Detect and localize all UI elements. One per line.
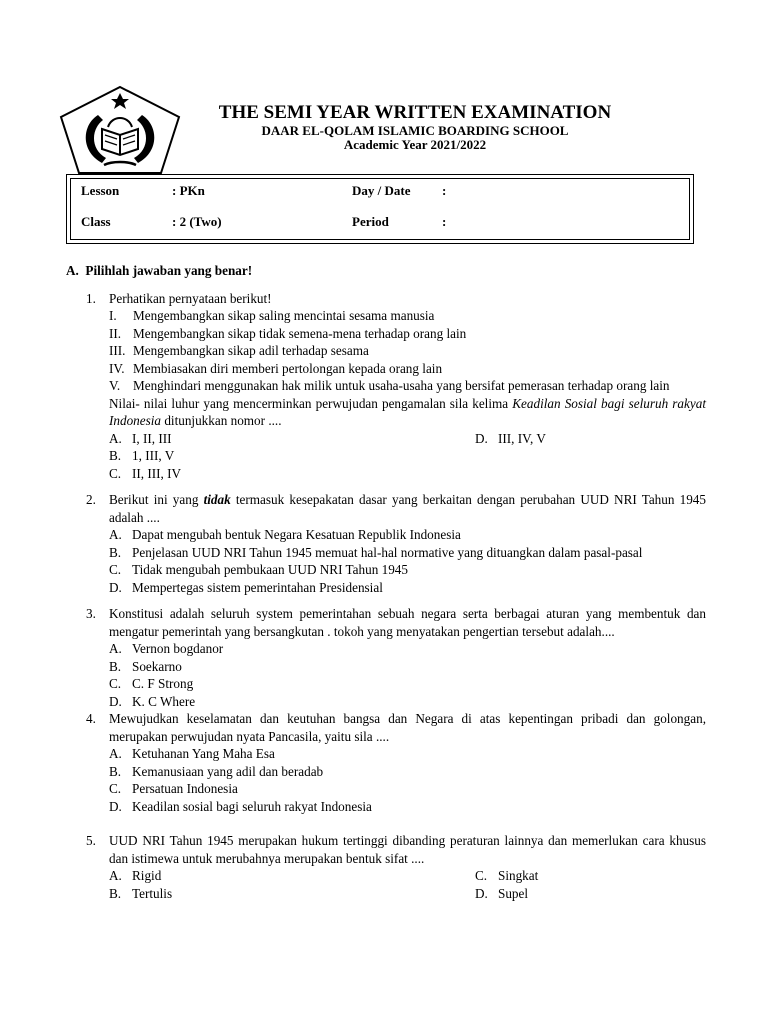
stem-text: Berikut ini yang bbox=[109, 492, 204, 507]
option-label: B. bbox=[109, 885, 122, 901]
statement-text: Mengembangkan sikap saling mencintai sesama manusia bbox=[133, 308, 435, 323]
day-date-label: Day / Date bbox=[352, 183, 411, 198]
option-text: C. F Strong bbox=[132, 676, 194, 691]
stem-text: ditunjukkan nomor .... bbox=[161, 413, 282, 428]
option-text: Singkat bbox=[498, 868, 539, 883]
option-text: Tidak mengubah pembukaan UUD NRI Tahun 1945 bbox=[132, 562, 408, 577]
section-label: A. bbox=[66, 263, 79, 278]
option-label: D. bbox=[109, 798, 122, 814]
option-label: A. bbox=[109, 746, 122, 761]
academic-year: Academic Year 2021/2022 bbox=[343, 137, 487, 152]
answer-option[interactable] bbox=[109, 561, 706, 579]
answer-option[interactable] bbox=[109, 675, 706, 693]
option-text: Penjelasan UUD NRI Tahun 1945 memuat hal-hal normative yang dituangkan dalam pasal-pasal bbox=[132, 544, 643, 560]
option-label: A. bbox=[109, 430, 122, 446]
option-text: Mempertegas sistem pemerintahan Presidensial bbox=[132, 579, 383, 595]
exam-title: THE SEMI YEAR WRITTEN EXAMINATION bbox=[218, 102, 612, 123]
option-label: C. bbox=[475, 868, 488, 883]
answer-option[interactable] bbox=[109, 430, 475, 448]
answer-option[interactable] bbox=[109, 447, 706, 465]
statement-item bbox=[109, 342, 706, 360]
question-2 bbox=[66, 491, 706, 596]
option-text: Kemanusiaan yang adil dan beradab bbox=[132, 763, 324, 779]
answer-option[interactable] bbox=[475, 867, 706, 885]
option-label: D. bbox=[109, 693, 122, 709]
answer-option[interactable] bbox=[475, 430, 706, 448]
statement-item bbox=[109, 325, 706, 343]
question-stem: Konstitusi adalah seluruh system pemerintahan sebuah negara serta berbagai aturan yang membentuk dan mengatur pemerintah yang bersangkutan . tokoh yang menyatakan pengertian tersebut adalah.... bbox=[109, 606, 706, 639]
class-value: : 2 (Two) bbox=[172, 214, 222, 229]
statement-text: Mengembangkan sikap tidak semena-mena terhadap orang lain bbox=[133, 325, 467, 341]
option-label: A. bbox=[109, 641, 122, 656]
option-text: K. C Where bbox=[132, 693, 196, 709]
answer-option[interactable] bbox=[109, 867, 475, 885]
option-text: Dapat mengubah bentuk Negara Kesatuan Republik Indonesia bbox=[132, 527, 461, 542]
exam-info-box bbox=[66, 174, 694, 244]
option-label: B. bbox=[109, 448, 122, 463]
statement-text: Menghindari menggunakan hak milik untuk usaha-usaha yang bersifat pemerasan terhadap orang lain bbox=[133, 378, 670, 393]
day-date-value: : bbox=[442, 183, 447, 198]
statement-label: I. bbox=[109, 308, 117, 323]
answer-option[interactable] bbox=[109, 579, 706, 597]
option-text: 1, III, V bbox=[132, 448, 175, 463]
statement-item bbox=[109, 377, 706, 395]
question-4 bbox=[66, 710, 706, 815]
section-title: Pilihlah jawaban yang benar! bbox=[85, 263, 253, 278]
answer-option[interactable] bbox=[109, 544, 706, 562]
option-label: B. bbox=[109, 763, 122, 779]
option-text: Vernon bogdanor bbox=[132, 641, 224, 656]
option-row bbox=[109, 867, 706, 885]
question-number: 5. bbox=[86, 833, 96, 848]
question-number: 4. bbox=[86, 711, 96, 726]
question-number: 1. bbox=[86, 290, 96, 306]
question-number: 2. bbox=[86, 492, 96, 507]
question-stem: UUD NRI Tahun 1945 merupakan hukum tertinggi dibanding peraturan lainnya dan memerlukan cara khusus dan istimewa untuk merubahnya merupakan bentuk sifat .... bbox=[109, 833, 706, 866]
option-label: C. bbox=[109, 465, 122, 481]
statement-label: IV. bbox=[109, 360, 125, 376]
statement-text: Mengembangkan sikap adil terhadap sesama bbox=[133, 343, 369, 358]
answer-option[interactable] bbox=[109, 526, 706, 544]
option-text: III, IV, V bbox=[498, 430, 546, 446]
option-text: Keadilan sosial bagi seluruh rakyat Indonesia bbox=[132, 798, 372, 814]
option-row bbox=[109, 885, 706, 903]
answer-option[interactable] bbox=[109, 885, 475, 903]
option-row bbox=[109, 430, 706, 448]
stem-text: termasuk kesepakatan dasar yang berkaitan dengan perubahan UUD NRI Tahun 1945 adalah .... bbox=[109, 492, 706, 525]
answer-option[interactable] bbox=[109, 658, 706, 676]
option-label: B. bbox=[109, 658, 122, 674]
option-text: Rigid bbox=[132, 868, 162, 883]
school-name: DAAR EL-QOLAM ISLAMIC BOARDING SCHOOL bbox=[261, 123, 569, 138]
option-label: C. bbox=[109, 781, 122, 796]
lesson-value: : PKn bbox=[172, 183, 205, 198]
option-text: Soekarno bbox=[132, 658, 182, 674]
question-5 bbox=[66, 832, 706, 902]
answer-option[interactable] bbox=[109, 745, 706, 763]
answer-option[interactable] bbox=[475, 885, 706, 903]
answer-option[interactable] bbox=[109, 465, 706, 483]
section-heading bbox=[66, 262, 706, 280]
answer-option[interactable] bbox=[109, 798, 706, 816]
answer-option[interactable] bbox=[109, 640, 706, 658]
answer-option[interactable] bbox=[109, 693, 706, 711]
option-text: Ketuhanan Yang Maha Esa bbox=[132, 746, 275, 761]
statement-label: V. bbox=[109, 378, 121, 393]
option-text: Persatuan Indonesia bbox=[132, 781, 238, 796]
option-label: D. bbox=[475, 430, 488, 446]
stem-italic-text: Keadilan Sosial bagi seluruh rakyat Indonesia bbox=[109, 395, 706, 428]
option-text: II, III, IV bbox=[132, 465, 182, 481]
class-label: Class bbox=[81, 214, 111, 229]
statement-label: II. bbox=[109, 325, 122, 341]
option-label: D. bbox=[475, 885, 488, 901]
answer-option[interactable] bbox=[109, 780, 706, 798]
option-text: I, II, III bbox=[132, 430, 172, 446]
question-1 bbox=[66, 290, 706, 483]
option-label: A. bbox=[109, 527, 122, 542]
option-text: Supel bbox=[498, 885, 529, 901]
option-label: D. bbox=[109, 579, 122, 595]
stem-text: Nilai- nilai luhur yang mencerminkan perwujudan pengamalan sila kelima bbox=[109, 395, 513, 411]
statement-item bbox=[109, 307, 706, 325]
question-number: 3. bbox=[86, 606, 96, 621]
school-logo-emblem bbox=[58, 85, 182, 175]
exam-content bbox=[66, 262, 706, 902]
question-intro: Perhatikan pernyataan berikut! bbox=[109, 290, 272, 306]
statement-item bbox=[109, 360, 706, 378]
question-3 bbox=[66, 605, 706, 710]
statement-text: Membiasakan diri memberi pertolongan kepada orang lain bbox=[133, 360, 443, 376]
lesson-label: Lesson bbox=[81, 183, 120, 198]
option-label: A. bbox=[109, 868, 122, 883]
period-value: : bbox=[442, 214, 447, 229]
answer-option[interactable] bbox=[109, 763, 706, 781]
option-text: Tertulis bbox=[132, 885, 173, 901]
question-stem: Mewujudkan keselamatan dan keutuhan bangsa dan Negara di atas kepentingan pribadi dan golongan, merupakan perwujudan nyata Pancasila, yaitu sila .... bbox=[109, 711, 706, 744]
question-stem bbox=[109, 395, 706, 430]
stem-emphasis: tidak bbox=[203, 492, 231, 507]
statement-label: III. bbox=[109, 343, 126, 358]
period-label: Period bbox=[352, 214, 389, 229]
option-label: B. bbox=[109, 544, 122, 560]
option-label: C. bbox=[109, 562, 122, 577]
option-label: C. bbox=[109, 676, 122, 691]
question-stem bbox=[109, 491, 706, 526]
